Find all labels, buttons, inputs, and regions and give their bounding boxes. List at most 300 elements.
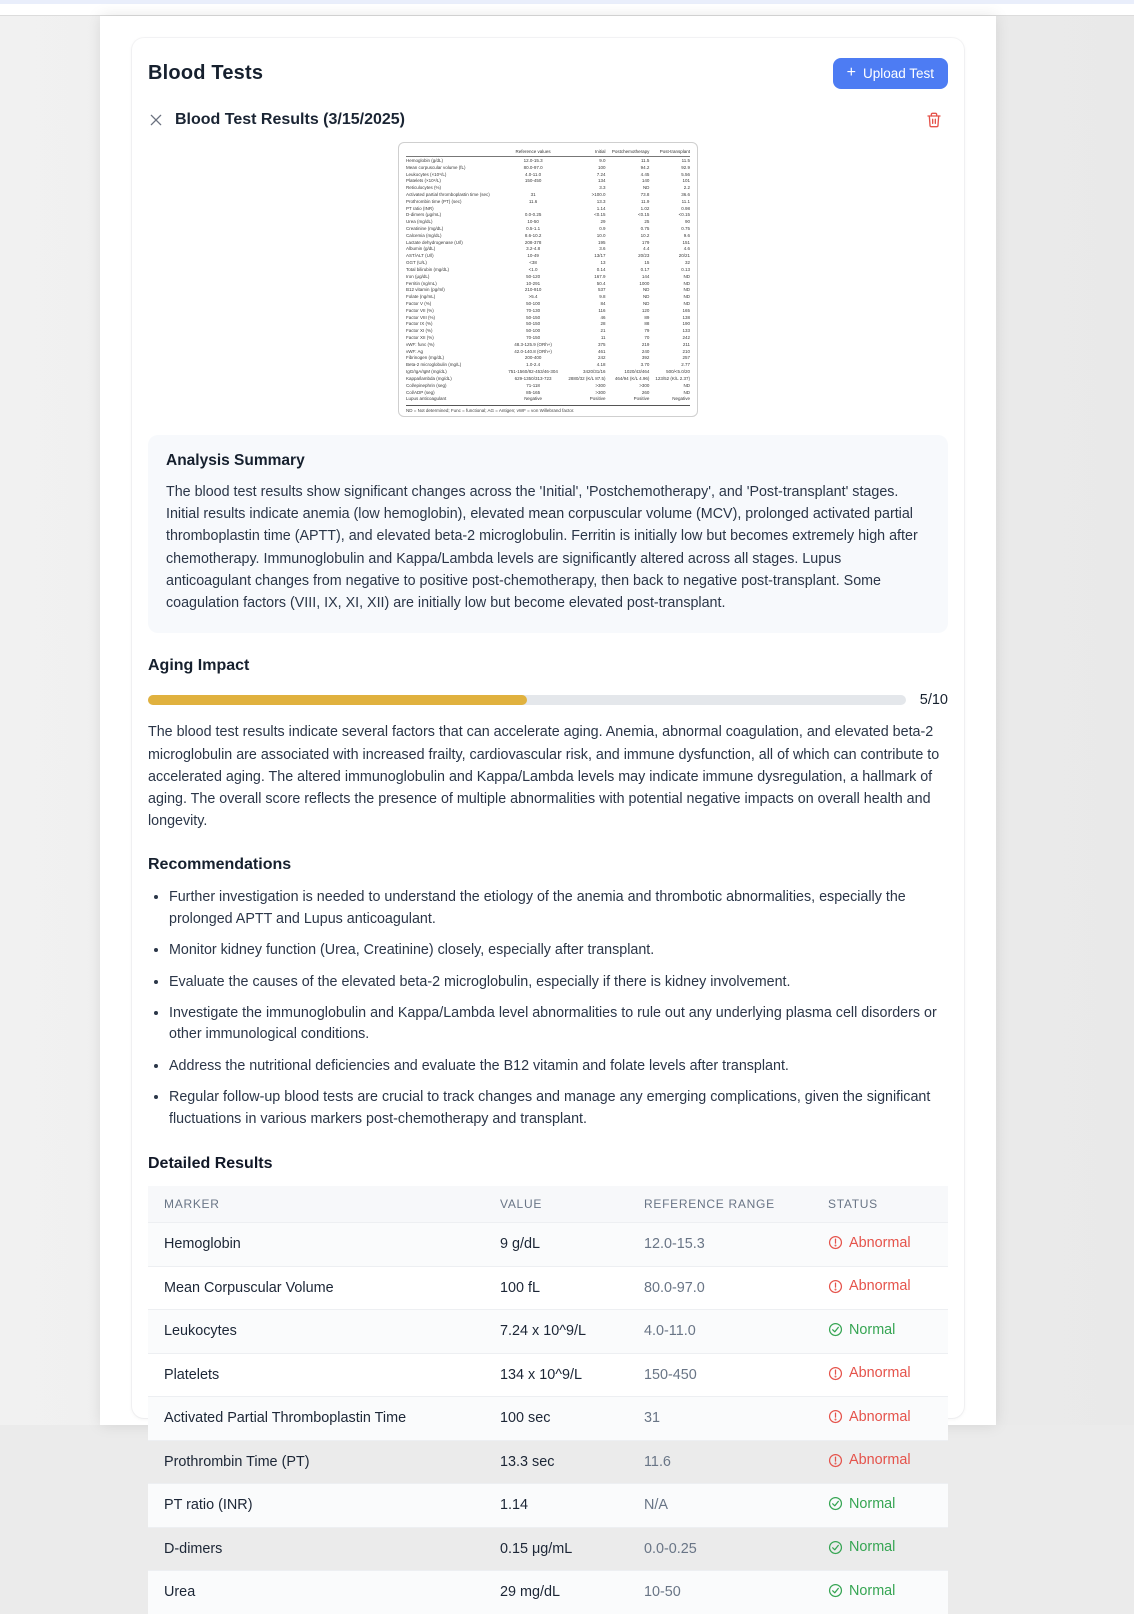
report-cell: 36.6 [681, 191, 690, 197]
report-cell: 3.3 [599, 185, 606, 191]
report-row [406, 205, 690, 212]
marker-cell: Platelets [148, 1353, 484, 1397]
report-cell: 219 [641, 341, 650, 347]
browser-toolbar-remnant [0, 4, 1134, 16]
report-cell: >300 [595, 389, 606, 395]
marker-cell: D-dimers [148, 1527, 484, 1571]
report-cell: 0.17 [640, 266, 650, 272]
report-thumbnail[interactable] [398, 142, 698, 417]
status-label: Abnormal [849, 1408, 911, 1425]
report-cell: 208-378 [524, 239, 542, 245]
report-cell: ND [642, 294, 650, 300]
card-header [148, 58, 948, 89]
report-cell: >5.4 [528, 294, 538, 300]
report-cell [504, 205, 562, 212]
report-col-header: Initial [562, 147, 605, 157]
recommendation-item: • Regular follow-up blood tests are crucial to track changes and manage any emerging complications, given the significant fluctuations in various markers post-chemotherapy and transplant. [169, 1087, 948, 1130]
report-cell: 4.18 [596, 362, 606, 368]
report-row [406, 260, 690, 267]
report-cell: Reticulocytes (%) [406, 185, 442, 191]
check-circle-icon [828, 1540, 843, 1555]
recommendation-item: • Address the nutritional deficiencies and evaluate the B12 vitamin and folate levels after transplant. [169, 1056, 948, 1077]
table-row [148, 1397, 948, 1441]
report-cell: Lupus anticoagulant [406, 396, 447, 402]
alert-circle-icon [828, 1279, 843, 1294]
report-cell: 0.13 [681, 266, 690, 272]
table-row [148, 1266, 948, 1310]
marker-cell: Urea [148, 1571, 484, 1614]
report-row [406, 192, 690, 199]
report-cell: 0.14 [596, 266, 606, 272]
report-cell: 92.9 [681, 164, 690, 170]
report-cell: 11.6 [528, 198, 538, 204]
report-cell: 751-1560/82-453/46-304 [508, 369, 558, 375]
report-cell: 1020/43/464 [624, 369, 650, 375]
results-table [148, 1186, 948, 1614]
aging-description: The blood test results indicate several factors that can accelerate aging. Anemia, abnormal coagulation, and elevated beta-2 microglobulin are associated with increased frailty, cardiovascular risk, and immune dysfunction, all of which can contribute to accelerated aging. The altered immunoglobulin and Kappa/Lambda levels may indicate immune dysregulation, a hallmark of aging. The overall score reflects the presence of multiple abnormalities with potential negative impacts on overall health and longevity. [148, 724, 940, 830]
status-label: Abnormal [849, 1234, 911, 1251]
report-cell: 0.75 [681, 226, 690, 231]
alert-circle-icon [828, 1409, 843, 1424]
report-cell: <0.15 [594, 212, 606, 218]
reference-cell: 31 [628, 1397, 812, 1441]
report-row [406, 307, 690, 314]
report-cell: 242 [598, 355, 606, 361]
report-cell: Factor XII (%) [406, 335, 434, 340]
report-col-header [406, 147, 504, 157]
aging-impact-title: Aging Impact [148, 657, 250, 675]
report-cell: Total bilirubin (mg/dL) [406, 266, 450, 272]
report-row [406, 185, 690, 192]
value-cell: 13.3 sec [484, 1440, 628, 1484]
report-cell: PT ratio (INR) [406, 205, 434, 211]
report-cell: 165 [682, 307, 690, 313]
report-cell: 4.6 [683, 246, 690, 252]
check-circle-icon [828, 1322, 843, 1337]
table-row [148, 1527, 948, 1571]
report-cell: Folate (ng/mL) [406, 294, 436, 300]
report-cell: 392 [641, 355, 650, 361]
marker-cell: Activated Partial Thromboplastin Time [148, 1397, 484, 1441]
report-cell: 70-130 [526, 307, 541, 313]
report-cell: 50-150 [526, 314, 541, 320]
report-cell: 4.4 [643, 246, 650, 252]
report-cell: ND [683, 287, 690, 293]
reference-cell: 80.0-97.0 [628, 1266, 812, 1310]
report-cell: 3.70 [640, 362, 650, 368]
report-row [406, 253, 690, 260]
report-cell: Creatinine (mg/dL) [406, 226, 444, 231]
report-cell: 89 [644, 314, 650, 320]
alert-circle-icon [828, 1453, 843, 1468]
report-cell: 12.0-15.3 [523, 157, 543, 163]
report-cell: 167.9 [594, 273, 606, 279]
report-cell: 140 [641, 178, 650, 184]
report-cell: 5.56 [681, 171, 690, 177]
value-cell: 9 g/dL [484, 1223, 628, 1267]
results-table-header [148, 1186, 948, 1223]
aging-score: 5/10 [919, 692, 948, 709]
report-cell: 10.0 [596, 232, 606, 238]
report-cell: Factor VII (%) [406, 307, 434, 313]
upload-test-button[interactable] [833, 58, 948, 89]
value-cell: 0.15 μg/mL [484, 1527, 628, 1571]
report-cell: Factor V (%) [406, 300, 432, 306]
report-cell: Urea (mg/dL) [406, 219, 433, 225]
report-cell: 50-100 [526, 300, 541, 306]
table-row [148, 1484, 948, 1528]
recommendation-item: • Evaluate the causes of the elevated beta-2 microglobulin, especially if there is kidney involvement. [169, 972, 948, 993]
table-row [148, 1571, 948, 1614]
report-cell: 94.2 [640, 164, 650, 170]
analysis-summary-title: Analysis Summary [166, 451, 305, 469]
report-cell: Leukocytes (×10⁹/L) [406, 171, 447, 177]
reference-cell: 12.0-15.3 [628, 1223, 812, 1267]
report-cell: 3.6 [599, 246, 606, 252]
report-cell: Hemoglobin (g/dL) [406, 157, 444, 163]
page-background [0, 16, 1134, 1601]
table-row [148, 1353, 948, 1397]
report-row [406, 287, 690, 294]
upload-test-label: Upload Test [862, 65, 934, 81]
report-cell: 1.14 [596, 205, 606, 211]
report-cell: B12 vitamin (pg/ml) [406, 287, 445, 293]
report-cell: 42.0-140.8 (ORh+) [514, 348, 552, 354]
report-row [406, 348, 690, 355]
status-label: Abnormal [849, 1278, 911, 1295]
alert-circle-icon [828, 1366, 843, 1381]
report-cell: ND [642, 300, 650, 306]
report-cell: Prothrombin time (PT) (sec) [406, 198, 462, 204]
report-cell: 46 [600, 314, 606, 320]
report-cell: 210 [682, 348, 690, 354]
report-row [406, 321, 690, 328]
report-cell: 32 [684, 260, 690, 266]
report-row [406, 369, 690, 376]
report-cell: IgG/IgA/IgM (mg/dL) [406, 369, 447, 375]
report-row [406, 389, 690, 396]
status-cell [812, 1266, 948, 1310]
marker-cell: PT ratio (INR) [148, 1484, 484, 1528]
report-cell: 461 [598, 348, 606, 354]
report-cell: 200-400 [524, 355, 542, 361]
report-cell: 0.98 [681, 205, 690, 211]
report-row [406, 362, 690, 369]
report-cell: 71-118 [526, 382, 540, 388]
report-cell: GGT (U/L) [406, 260, 427, 266]
recommendations-title: Recommendations [148, 856, 292, 874]
status-label: Abnormal [849, 1365, 911, 1382]
report-row [406, 198, 690, 205]
report-cell: 133 [682, 328, 690, 334]
report-row [406, 294, 690, 301]
status-label: Abnormal [849, 1452, 911, 1469]
report-cell: ND [642, 287, 650, 293]
report-cell: <0.15 [678, 212, 690, 218]
report-cell: >300 [639, 382, 650, 388]
content-panel [100, 16, 996, 1601]
report-cell [504, 185, 562, 192]
report-cell: 50-150 [526, 321, 541, 327]
report-cell: vWF: func (%) [406, 341, 435, 347]
report-cell: 1.0-2.4 [526, 362, 541, 368]
report-row [406, 314, 690, 321]
report-cell: Fibrinogen (mg/dL) [406, 355, 445, 361]
report-cell: Negative [524, 396, 542, 402]
report-row [406, 396, 690, 403]
trash-icon[interactable] [926, 112, 942, 128]
report-cell: 138 [682, 314, 690, 320]
report-cell: 375 [598, 341, 606, 347]
report-cell: 2.77 [681, 362, 690, 368]
report-cell: Activated partial thromboplastin time (sec) [406, 191, 490, 197]
report-cell: Factor VIII (%) [406, 314, 436, 320]
reference-cell: 150-450 [628, 1353, 812, 1397]
report-cell: Albumin (g/dL) [406, 246, 436, 252]
results-col-header: VALUE [484, 1186, 628, 1223]
report-cell: 11.5 [681, 157, 690, 163]
report-cell: Lactate dehydrogenase (U/l) [406, 239, 463, 245]
report-cell: 28 [600, 321, 606, 327]
recommendation-item: • Investigate the immunoglobulin and Kappa/Lambda level abnormalities to rule out any underlying plasma cell disorders or other immunological conditions. [169, 1003, 948, 1046]
marker-cell: Prothrombin Time (PT) [148, 1440, 484, 1484]
report-cell: Ferritin (ng/mL) [406, 280, 437, 286]
report-cell: 116 [598, 307, 606, 313]
report-cell: <0.15 [638, 212, 650, 218]
report-cell: 3420/31/16 [582, 369, 606, 375]
aging-progress-row [148, 692, 948, 708]
report-cell: 179 [641, 239, 650, 245]
report-cell: Col/epinephrin (seg) [406, 382, 447, 388]
report-cell: 11 [600, 335, 606, 340]
report-row [406, 273, 690, 280]
report-cell: 10.2 [640, 232, 650, 238]
status-cell [812, 1440, 948, 1484]
page-title: Blood Tests [148, 62, 264, 84]
value-cell: 7.24 x 10^9/L [484, 1310, 628, 1354]
aging-progress-fill [148, 695, 527, 705]
check-circle-icon [828, 1496, 843, 1511]
report-cell: 2.2 [683, 185, 690, 191]
report-cell: 629-1350/313-723 [514, 375, 552, 381]
report-cell: <38 [529, 260, 537, 266]
report-cell: 101 [682, 178, 690, 184]
report-cell: 11.9 [641, 198, 650, 204]
report-cell: D-dimers (μg/mL) [406, 212, 442, 218]
report-row [406, 164, 690, 171]
report-row [406, 219, 690, 226]
value-cell: 1.14 [484, 1484, 628, 1528]
value-cell: 134 x 10^9/L [484, 1353, 628, 1397]
aging-progress-bar [148, 695, 906, 705]
report-image-wrap [148, 142, 948, 417]
report-cell: 1000 [639, 280, 650, 286]
marker-cell: Hemoglobin [148, 1223, 484, 1267]
report-row [406, 226, 690, 233]
report-cell: ND [683, 280, 690, 286]
report-cell: 260 [641, 389, 650, 395]
report-cell: 13 [600, 260, 606, 266]
report-cell: 15 [644, 260, 650, 266]
report-cell: ND [683, 294, 690, 300]
report-cell: 123/52 (K/L 2.37) [655, 375, 690, 381]
report-cell: 151 [682, 239, 690, 245]
report-cell: 13.3 [596, 198, 606, 204]
report-cell: 242 [682, 335, 690, 340]
report-cell: 90 [684, 219, 690, 225]
report-cell: Positive [633, 396, 650, 402]
report-cell: 80.0-97.0 [523, 164, 543, 170]
value-cell: 100 fL [484, 1266, 628, 1310]
report-cell: 31 [530, 191, 536, 197]
results-col-header: REFERENCE RANGE [628, 1186, 812, 1223]
report-cell: 0.75 [640, 226, 650, 231]
value-cell: 29 mg/dL [484, 1571, 628, 1614]
report-row [406, 355, 690, 362]
report-cell: 4.0-11.0 [524, 171, 542, 177]
report-cell: 150-450 [524, 178, 542, 184]
report-row [406, 232, 690, 239]
status-label: Normal [849, 1539, 896, 1556]
report-cell: 11.5 [641, 157, 650, 163]
status-cell [812, 1571, 948, 1614]
report-cell: 20/21 [678, 253, 690, 259]
report-cell: 211 [682, 341, 690, 347]
report-cell: 4.45 [640, 171, 650, 177]
report-cell: Kappa/lambda (mg/dL) [406, 375, 452, 381]
report-row [406, 157, 690, 164]
report-cell: 9.8 [599, 294, 606, 300]
report-cell: ND [683, 300, 690, 306]
report-cell: 13/17 [594, 253, 606, 259]
report-cell: >100.0 [591, 191, 606, 197]
report-col-header: Reference values [504, 147, 562, 157]
report-cell: 10-291 [526, 280, 541, 286]
result-item-row [148, 111, 948, 129]
report-row [406, 335, 690, 342]
report-cell: Mean corpuscular volume (fL) [406, 164, 466, 170]
report-row [406, 246, 690, 253]
report-cell: vWF: Ag [406, 348, 424, 354]
report-row [406, 328, 690, 335]
report-cell: ND [683, 389, 690, 395]
report-cell: 85-165 [526, 389, 541, 395]
report-cell: 0.9 [599, 226, 606, 231]
close-icon[interactable] [148, 112, 164, 128]
report-cell: 500/<5.0/20 [666, 369, 690, 375]
recommendation-item: • Monitor kidney function (Urea, Creatinine) closely, especially after transplant. [169, 940, 948, 961]
analysis-summary-box [148, 435, 948, 634]
status-cell [812, 1397, 948, 1441]
report-row [406, 382, 690, 389]
report-cell: 210-910 [524, 287, 542, 293]
analysis-summary-body: The blood test results show significant changes across the 'Initial', 'Postchemotherapy', and 'Post-transplant' stages. Initial results indicate anemia (low hemoglobin), elevated mean corpuscular volume (MCV), prolonged activated partial thromboplastin time (APTT), and elevated beta-2 microglobulin. Ferritin is initially low but becomes extremely high after chemotherapy. Immunoglobulin and Kappa/Lambda levels are significantly altered across all stages. Lupus anticoagulant changes from negative to positive post-chemotherapy, then back to negative post-transplant. Some coagulation factors (VIII, IX, XI, XII) are initially low but become elevated post-transplant. [166, 483, 918, 612]
report-row [406, 375, 690, 382]
report-cell: 9.0 [599, 157, 606, 163]
status-label: Normal [849, 1321, 896, 1338]
report-cell: 79 [644, 328, 650, 334]
report-cell: 73.8 [640, 191, 650, 197]
marker-cell: Leukocytes [148, 1310, 484, 1354]
report-cell: 50-100 [526, 328, 541, 334]
report-row [406, 341, 690, 348]
report-cell: 29 [600, 219, 606, 225]
report-cell: 11.1 [681, 198, 690, 204]
check-circle-icon [828, 1583, 843, 1598]
report-cell: AST/ALT (U/l) [406, 253, 434, 259]
report-cell: Iron (μg/dL) [406, 273, 430, 279]
status-cell [812, 1484, 948, 1528]
table-row [148, 1310, 948, 1354]
report-cell: 70 [644, 335, 650, 340]
report-row [406, 301, 690, 308]
blood-tests-card [132, 38, 964, 1601]
detailed-results-title: Detailed Results [148, 1155, 273, 1173]
report-cell: Col/ADP (seg) [406, 389, 435, 395]
report-row [406, 212, 690, 219]
alert-circle-icon [828, 1235, 843, 1250]
report-cell: Calcemia (mg/dL) [406, 232, 442, 238]
status-label: Normal [849, 1582, 896, 1599]
report-cell: 48.3-125.9 (ORh+) [514, 341, 552, 347]
reference-cell: 10-50 [628, 1571, 812, 1614]
report-row [406, 239, 690, 246]
report-cell: 190 [682, 321, 690, 327]
results-col-header: STATUS [812, 1186, 948, 1223]
report-cell: 8.6-10.2 [524, 232, 542, 238]
report-cell: 21 [600, 328, 606, 334]
result-title: Blood Test Results (3/15/2025) [175, 111, 405, 128]
status-cell [812, 1527, 948, 1571]
report-cell: 100 [598, 164, 606, 170]
report-cell: 257 [682, 355, 690, 361]
table-row [148, 1223, 948, 1267]
status-cell [812, 1223, 948, 1267]
report-cell: 240 [641, 348, 650, 354]
report-cell: Positive [589, 396, 606, 402]
report-cell: Factor IX (%) [406, 321, 433, 327]
recommendation-item: • Further investigation is needed to understand the etiology of the anemia and thrombotic abnormalities, especially the prolonged APTT and Lupus anticoagulant. [169, 887, 948, 930]
report-col-header: Postchemotherapy [606, 147, 650, 157]
reference-cell: N/A [628, 1484, 812, 1528]
report-cell: 537 [598, 287, 606, 293]
plus-icon: + [846, 64, 856, 81]
report-cell: 0.0-0.25 [524, 212, 542, 218]
status-cell [812, 1353, 948, 1397]
report-cell: 0.5-1.1 [526, 226, 541, 231]
report-cell: 134 [598, 178, 606, 184]
report-cell: ND [683, 382, 690, 388]
report-row [406, 171, 690, 178]
report-cell: 50.4 [596, 280, 606, 286]
status-cell [812, 1310, 948, 1354]
report-cell: 70-150 [526, 335, 541, 340]
report-cell: ND [683, 273, 690, 279]
report-cell: 195 [598, 239, 606, 245]
report-cell: 50-120 [526, 273, 541, 279]
report-cell: 20/23 [638, 253, 650, 259]
status-label: Normal [849, 1495, 896, 1512]
report-row [406, 178, 690, 185]
marker-cell: Mean Corpuscular Volume [148, 1266, 484, 1310]
report-mini-table [406, 147, 690, 403]
report-cell: 9.6 [683, 232, 690, 238]
value-cell: 100 sec [484, 1397, 628, 1441]
reference-cell: 11.6 [628, 1440, 812, 1484]
report-row [406, 266, 690, 273]
report-cell: Beta-2 microglobulin (mg/L) [406, 362, 462, 368]
report-cell: 2880/32 (K/L 87.5) [568, 375, 606, 381]
